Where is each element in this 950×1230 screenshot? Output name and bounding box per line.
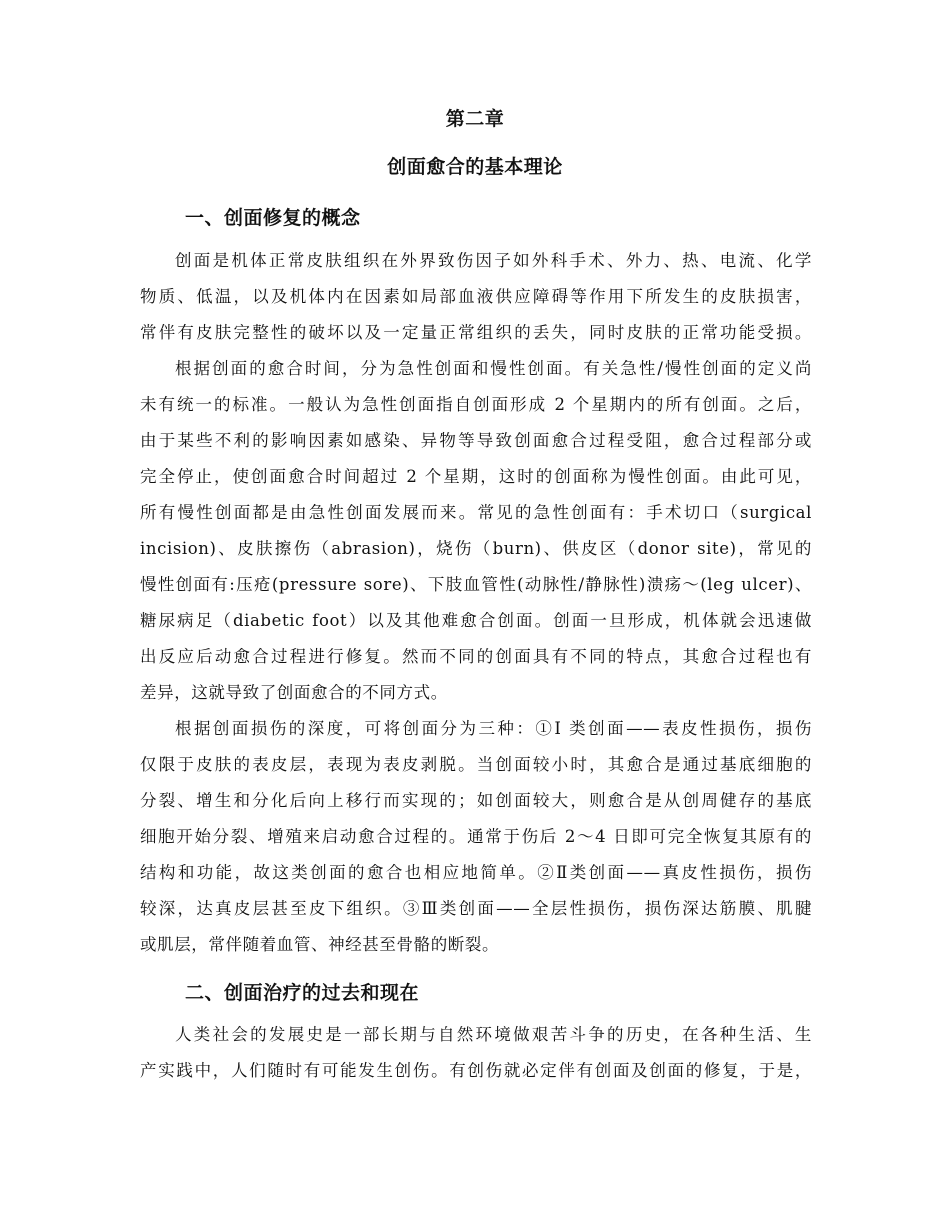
paragraph-line: 所有慢性创面都是由急性创面发展而来。常见的急性创面有：手术切口（surgical [140,503,812,522]
paragraph-line: 分裂、增生和分化后向上移行而实现的；如创面较大，则愈合是从创周健存的基底 [140,791,812,810]
paragraph-line: 糖尿病足（diabetic foot）以及其他难愈合创面。创面一旦形成，机体就会迅速做 [140,611,812,630]
section-heading-2: 二、创面治疗的过去和现在 [185,982,420,1004]
paragraph-line: 常伴有皮肤完整性的破坏以及一定量正常组织的丢失，同时皮肤的正常功能受损。 [140,323,812,342]
chapter-number: 第二章 [445,108,505,130]
paragraph-line: 差异，这就导致了创面愈合的不同方式。 [140,683,448,702]
paragraph-line: incision)、皮肤擦伤（abrasion)，烧伤（burn)、供皮区（donor site)，常见的 [140,539,812,558]
paragraph-line: 慢性创面有:压疮(pressure sore)、下肢血管性(动脉性/静脉性)溃疡～(leg ulcer)、 [140,575,812,594]
paragraph-line: 或肌层，常伴随着血管、神经甚至骨骼的断裂。 [140,935,500,954]
paragraph-line: 未有统一的标准。一般认为急性创面指自创面形成 2 个星期内的所有创面。之后， [140,395,812,414]
paragraph-line: 出反应后动愈合过程进行修复。然而不同的创面具有不同的特点，其愈合过程也有 [140,647,812,666]
paragraph-line: 由于某些不利的影响因素如感染、异物等导致创面愈合过程受阻，愈合过程部分或 [140,431,812,450]
paragraph-line: 完全停止，使创面愈合时间超过 2 个星期，这时的创面称为慢性创面。由此可见， [140,467,812,486]
paragraph-line: 根据创面的愈合时间，分为急性创面和慢性创面。有关急性/慢性创面的定义尚 [175,359,812,378]
paragraph-line: 较深，达真皮层甚至皮下组织。③Ⅲ类创面——全层性损伤，损伤深达筋膜、肌腱 [140,899,812,918]
paragraph-line: 根据创面损伤的深度，可将创面分为三种：①I 类创面——表皮性损伤，损伤 [175,719,812,738]
paragraph-line: 仅限于皮肤的表皮层，表现为表皮剥脱。当创面较小时，其愈合是通过基底细胞的 [140,755,812,774]
paragraph-line: 结构和功能，故这类创面的愈合也相应地简单。②Ⅱ类创面——真皮性损伤，损伤 [140,863,812,882]
paragraph-line: 人类社会的发展史是一部长期与自然环境做艰苦斗争的历史，在各种生活、生 [175,1025,812,1044]
chapter-title: 创面愈合的基本理论 [387,156,563,178]
paragraph-line: 物质、低温，以及机体内在因素如局部血液供应障碍等作用下所发生的皮肤损害， [140,287,812,306]
section-heading-1: 一、创面修复的概念 [185,207,361,229]
paragraph-line: 产实践中，人们随时有可能发生创伤。有创伤就必定伴有创面及创面的修复，于是， [140,1061,812,1080]
paragraph-line: 创面是机体正常皮肤组织在外界致伤因子如外科手术、外力、热、电流、化学 [175,251,812,270]
paragraph-line: 细胞开始分裂、增殖来启动愈合过程的。通常于伤后 2～4 日即可完全恢复其原有的 [140,827,812,846]
